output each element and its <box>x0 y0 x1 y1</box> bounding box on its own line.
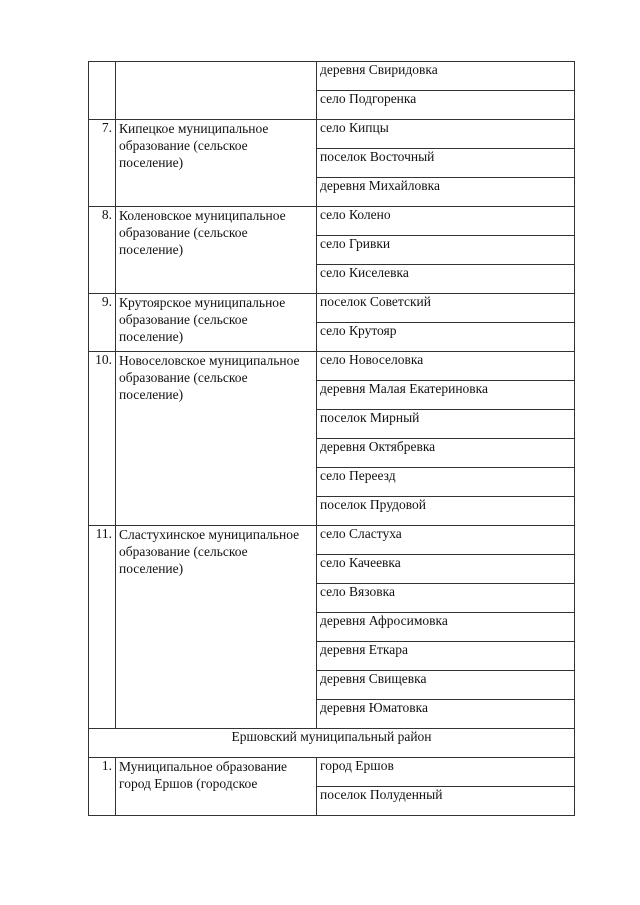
row-number: 11. <box>89 526 116 729</box>
settlement-name: деревня Михайловка <box>317 178 575 207</box>
row-number: 9. <box>89 294 116 352</box>
municipality-name: Кипецкое муниципальное образование (сельское поселение) <box>116 120 317 207</box>
settlement-name: деревня Еткара <box>317 642 575 671</box>
settlement-name: село Подгоренка <box>317 91 575 120</box>
municipality-name: Сластухинское муниципальное образование (сельское поселение) <box>116 526 317 729</box>
row-number <box>89 62 116 120</box>
settlement-name: село Переезд <box>317 468 575 497</box>
row-number: 8. <box>89 207 116 294</box>
settlement-name: село Киселевка <box>317 265 575 294</box>
municipality-name: Новоселовское муниципальное образование (сельское поселение) <box>116 352 317 526</box>
settlement-name: поселок Восточный <box>317 149 575 178</box>
settlement-name: село Крутояр <box>317 323 575 352</box>
settlement-name: деревня Свищевка <box>317 671 575 700</box>
settlement-name: село Вязовка <box>317 584 575 613</box>
municipality-name: Муниципальное образование город Ершов (городское <box>116 758 317 816</box>
settlement-name: поселок Советский <box>317 294 575 323</box>
settlement-name: деревня Юматовка <box>317 700 575 729</box>
settlement-name: поселок Прудовой <box>317 497 575 526</box>
settlement-name: село Сластуха <box>317 526 575 555</box>
municipality-name: Крутоярское муниципальное образование (сельское поселение) <box>116 294 317 352</box>
table-row <box>89 526 575 555</box>
row-number: 7. <box>89 120 116 207</box>
settlement-name: деревня Малая Екатериновка <box>317 381 575 410</box>
settlement-name: село Колено <box>317 207 575 236</box>
table-row <box>89 352 575 381</box>
settlement-name: село Качеевка <box>317 555 575 584</box>
settlement-name: село Новоселовка <box>317 352 575 381</box>
district-row <box>89 729 575 758</box>
settlement-name: поселок Полуденный <box>317 787 575 816</box>
settlement-name: село Кипцы <box>317 120 575 149</box>
table-row <box>89 294 575 323</box>
municipality-name: Коленовское муниципальное образование (сельское поселение) <box>116 207 317 294</box>
municipality-name <box>116 62 317 120</box>
table-row <box>89 62 575 91</box>
row-number: 10. <box>89 352 116 526</box>
settlement-name: село Гривки <box>317 236 575 265</box>
settlement-name: деревня Октябревка <box>317 439 575 468</box>
row-number: 1. <box>89 758 116 816</box>
settlement-name: деревня Афросимовка <box>317 613 575 642</box>
settlement-name: поселок Мирный <box>317 410 575 439</box>
settlement-name: город Ершов <box>317 758 575 787</box>
settlements-table <box>88 61 575 816</box>
settlements-table-body <box>89 62 575 816</box>
table-row <box>89 120 575 149</box>
district-name: Ершовский муниципальный район <box>89 729 575 758</box>
table-row <box>89 758 575 787</box>
table-row <box>89 207 575 236</box>
settlement-name: деревня Свиридовка <box>317 62 575 91</box>
